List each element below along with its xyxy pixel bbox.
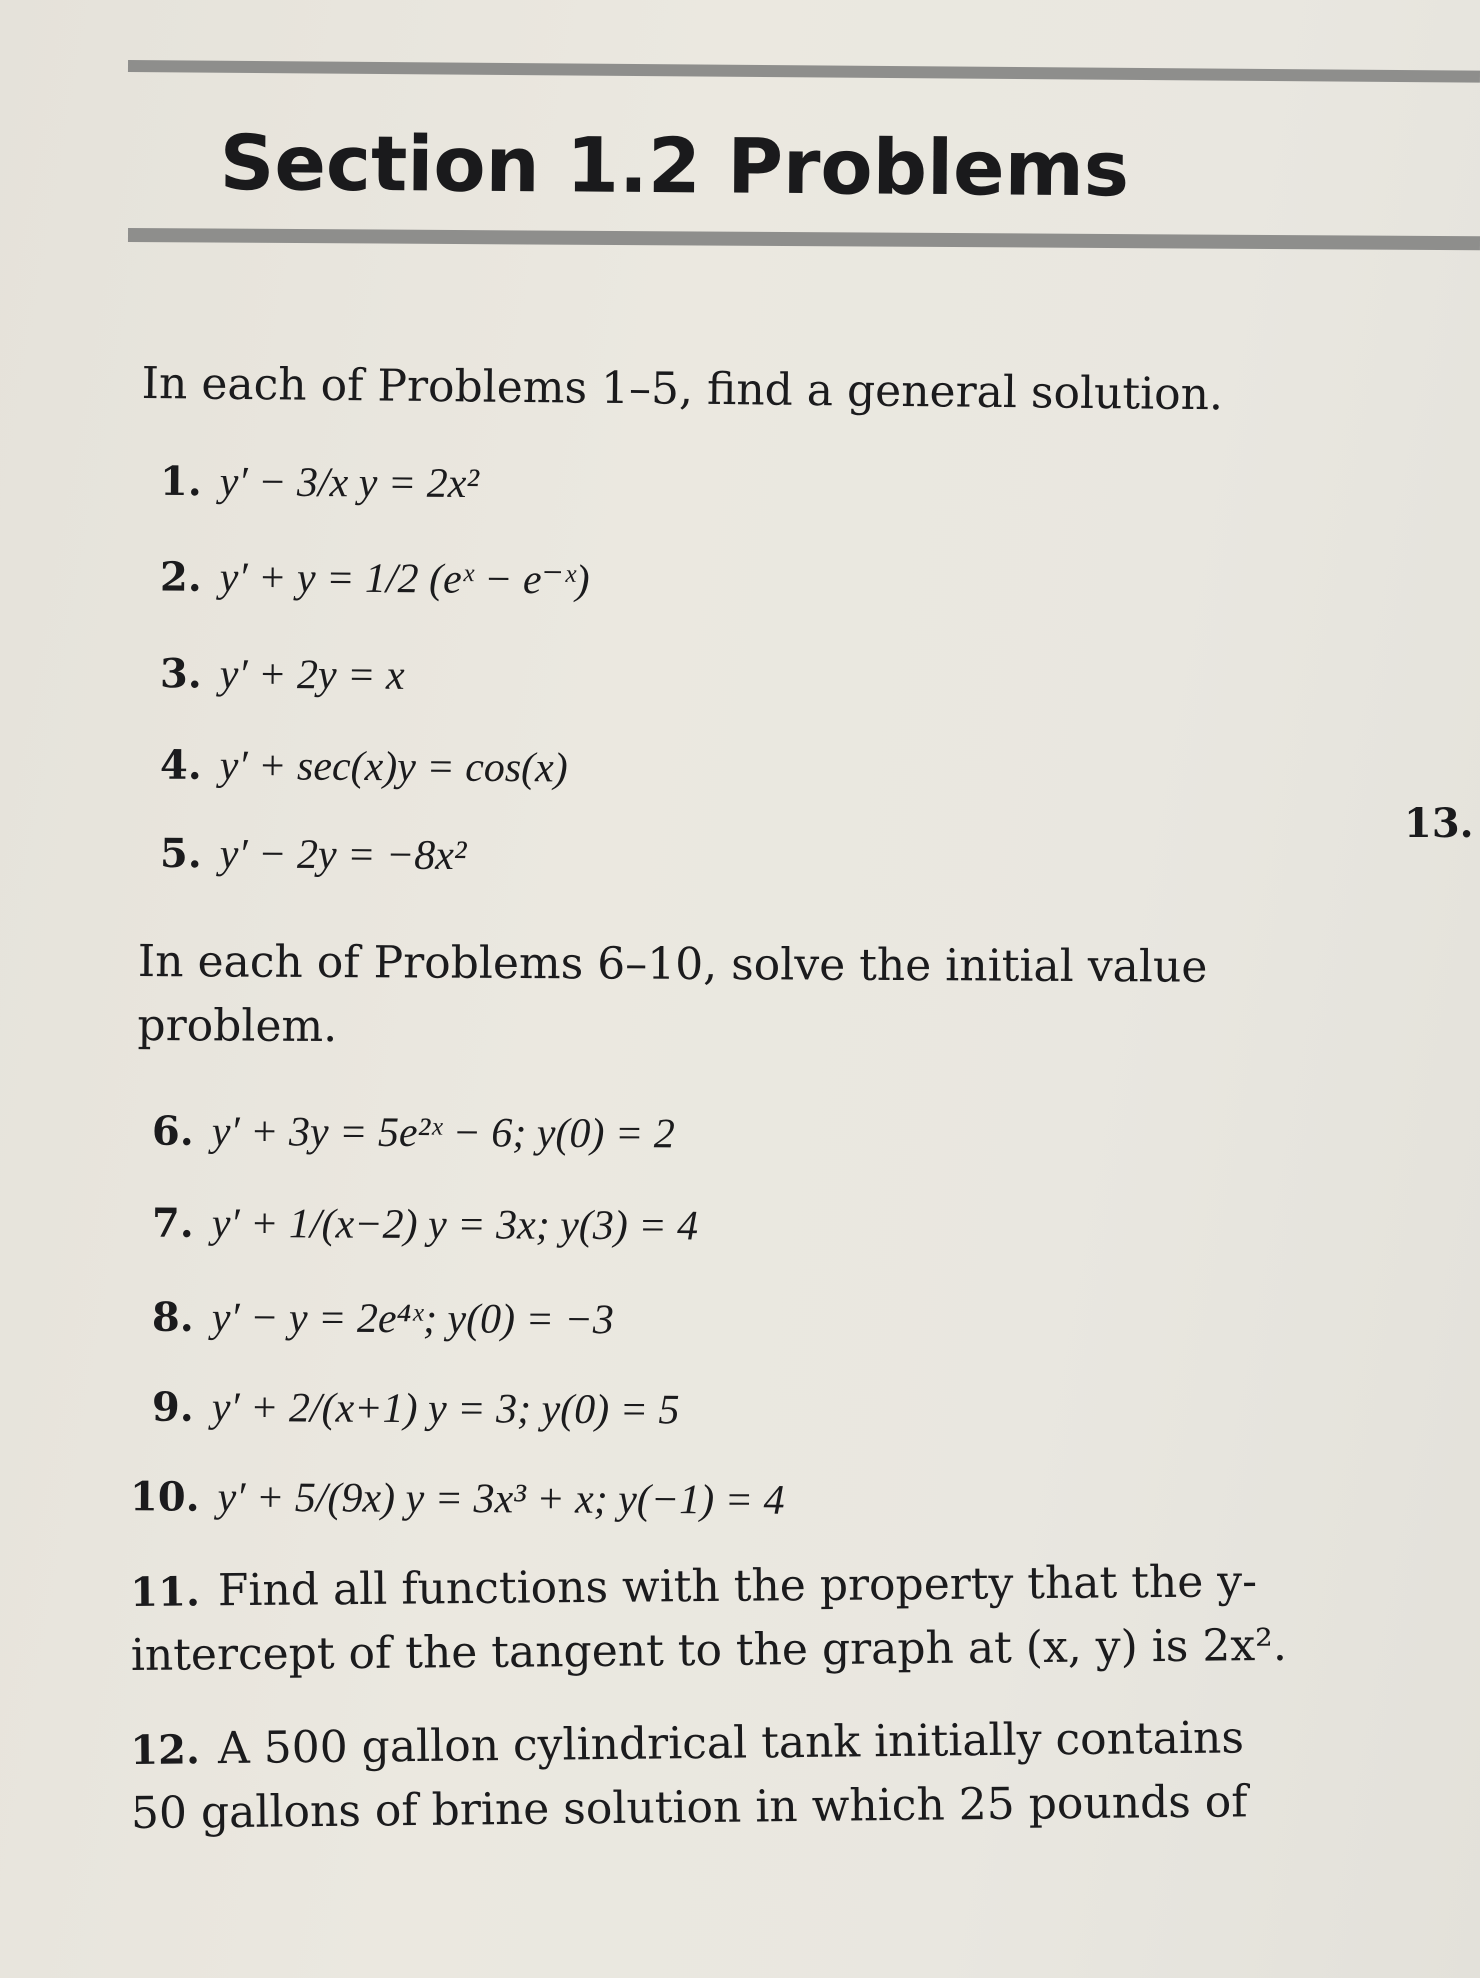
problem-item xyxy=(152,1293,614,1346)
problem-equation: y′ − 2y = −8x² xyxy=(219,831,467,880)
problem-number: 2. xyxy=(159,553,202,601)
instructions-general: In each of Problems 1–5, find a general solution. xyxy=(141,357,1224,421)
problem-equation: y′ + 1/(x−2) y = 3x; y(3) = 4 xyxy=(211,1200,699,1250)
top-rule xyxy=(128,60,1480,83)
problem-item xyxy=(160,457,479,510)
problem-item xyxy=(152,1383,680,1436)
problem-equation: y′ + sec(x)y = cos(x) xyxy=(219,742,568,792)
problem-number: 9. xyxy=(151,1383,194,1431)
instructions-ivp: In each of Problems 6–10, solve the initial value problem. xyxy=(137,935,1208,1052)
problem-equation: y′ + 2y = x xyxy=(219,651,405,699)
bottom-rule xyxy=(128,228,1480,250)
problem-item xyxy=(152,1199,698,1252)
problem-number: 8. xyxy=(151,1293,194,1342)
problem-equation: y′ − 3/x y = 2x² xyxy=(219,459,480,508)
problem-item xyxy=(130,1706,1301,1846)
problem-number: 7. xyxy=(151,1199,194,1247)
problem-equation: y′ + 3y = 5e²ˣ − 6; y(0) = 2 xyxy=(211,1108,675,1158)
margin-problem-number: 13. xyxy=(1404,800,1474,847)
problem-item xyxy=(152,1107,675,1160)
problem-number: 6. xyxy=(151,1107,194,1155)
problem-number: 11. xyxy=(130,1568,201,1616)
problem-item xyxy=(130,1472,785,1526)
problem-number: 3. xyxy=(159,650,202,698)
problem-item xyxy=(160,829,467,882)
problem-number: 10. xyxy=(129,1473,200,1521)
problem-equation: y′ + 5/(9x) y = 3x³ + x; y(−1) = 4 xyxy=(217,1474,785,1524)
problem-number: 1. xyxy=(159,457,202,506)
problem-text: A 500 gallon cylindrical tank initially contains 50 gallons of brine solution in which 25 pounds of xyxy=(130,1712,1248,1839)
problem-equation: y′ + y = 1/2 (eˣ − e⁻ˣ) xyxy=(219,554,590,604)
problem-item xyxy=(130,1550,1301,1688)
problem-number: 12. xyxy=(130,1726,201,1774)
problem-text: Find all functions with the property that the y-intercept of the tangent to the graph at (x, y) is 2x². xyxy=(130,1556,1288,1681)
problem-item xyxy=(160,553,590,606)
problem-equation: y′ + 2/(x+1) y = 3; y(0) = 5 xyxy=(211,1384,680,1434)
problem-item xyxy=(160,649,405,701)
problem-number: 4. xyxy=(159,741,202,789)
problem-number: 5. xyxy=(159,829,202,878)
problem-equation: y′ − y = 2e⁴ˣ; y(0) = −3 xyxy=(211,1295,614,1344)
problem-item xyxy=(160,741,568,794)
section-title: Section 1.2 Problems xyxy=(219,118,1130,214)
